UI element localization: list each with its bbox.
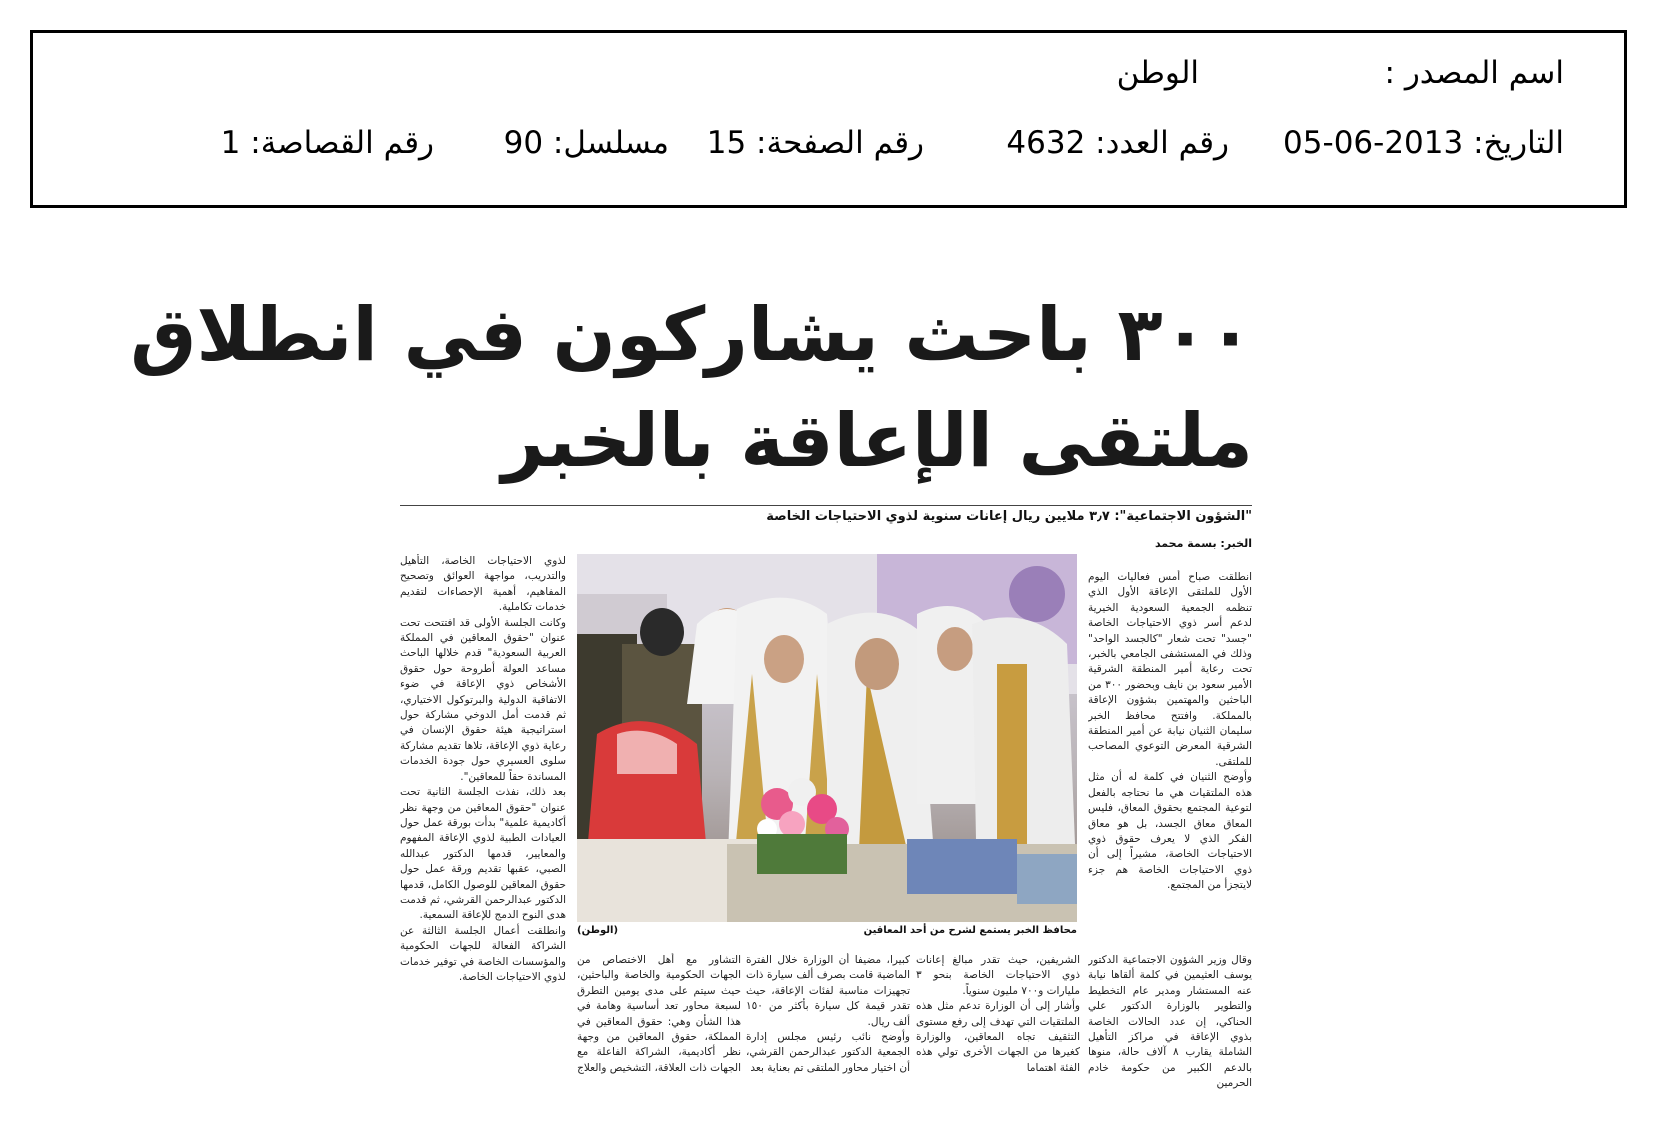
headline-divider bbox=[400, 505, 1252, 506]
photo-credit: (الوطن) bbox=[577, 925, 619, 936]
serial-field: مسلسل: 90 bbox=[503, 125, 669, 161]
article-column-3: كبيرا، مضيفا أن الوزارة خلال الفترة الماضية قامت بصرف ألف سيارة ذات تجهيزات مناسبة لفئات الإعاقة، حيث تقدر قيمة كل سيارة بأكثر من ١٥٠ ألف ريال. وأوضح نائب رئيس مجلس إدارة الجمعية الدكتور عبدالرحمن القرشي، أن اختيار محاور الملتقى تم بعناية بعد bbox=[746, 954, 910, 1074]
source-value: الوطن bbox=[1116, 55, 1199, 91]
page-number-field: رقم الصفحة: 15 bbox=[706, 125, 924, 161]
date-field: التاريخ: 2013-06-05 bbox=[1283, 125, 1564, 161]
source-label: اسم المصدر : bbox=[1384, 55, 1564, 91]
photo-caption: محافظ الخبر يستمع لشرح من أحد المعاقين bbox=[863, 925, 1077, 936]
headline-line-1: ٣٠٠ باحث يشاركون في انطلاق bbox=[130, 292, 1253, 378]
article-column-1-bottom: وقال وزير الشؤون الاجتماعية الدكتور يوسف العثيمين في كلمة ألقاها نيابة عنه المستشار ومدير عام التخطيط والتطوير بالوزارة الدكتور علي الحناكي، إن عدد الحالات الخاصة بذوي الإعاقة في مراكز التأهيل الشاملة يقارب ٨ آلاف حالة، منوها بالدعم الكبير من حكومة خادم الحرمين bbox=[1088, 954, 1252, 1090]
issue-number-field: رقم العدد: 4632 bbox=[1006, 125, 1229, 161]
source-info-box bbox=[30, 30, 1627, 208]
headline-line-2: ملتقى الإعاقة بالخبر bbox=[501, 398, 1253, 484]
article-column-1-top: انطلقت صباح أمس فعاليات اليوم الأول للملتقى الإعاقة الأول الذي تنظمه الجمعية السعودية الخيرية لدعم أسر ذوي الاحتياجات الخاصة "جسد" تحت شعار "كالجسد الواحد" وذلك في المستشفى الجامعي بالخبر، تحت رعاية أمير المنطقة الشرقية الأمير سعود بن نايف وبحضور ٣٠٠ من الباحثين والمهتمين بشؤون الإعاقة بالمملكة. وافتتح محافظ الخبر سليمان الثنيان نيابة عن أمير المنطقة الشرقية المعرض التوعوي المصاحب للملتقى. وأوضح الثنيان في كلمة له أن مثل هذه الملتقيات هي ما نحتاجه بالفعل لتوعية المجتمع بحقوق المعاق، فليس المعاق معاق الجسد، بل هو معاق الفكر الذي لا يعرف حقوق ذوي الاحتياجات الخاصة، مشيراً إلى أن ذوي الاحتياجات الخاصة هم جزء لايتجزأ من المجتمع. bbox=[1088, 571, 1252, 892]
article-column-5: لذوي الاحتياجات الخاصة، التأهيل والتدريب، مواجهة العوائق وتصحيح المفاهيم، أهمية الإحصاءات لتقديم خدمات تكاملية. وكانت الجلسة الأولى قد افتتحت تحت عنوان "حقوق المعاقين في المملكة العربية السعودية" قدم خلالها الباحث مساعد العولة أطروحة حول حقوق الأشخاص ذوي الإعاقة في ضوء الاتفاقية الدولية والبرتوكول الاختياري، ثم قدمت أمل الدوخي مشاركة حول استراتيجية هيئة حقوق الإنسان في رعاية ذوي الإعاقة، تلاها تقديم مشاركة سلوى العسيري حول جودة الخدمات المساندة حقاً للمعاقين". بعد ذلك، نفذت الجلسة الثانية تحت عنوان "حقوق المعاقين من وجهة نظر أكاديمية علمية" بدأت بورقة عمل حول العيادات الطبية لذوي الإعاقة المفهوم والمعايير، قدمها الدكتور عبدالله الصبي، عقبها تقديم ورقة عمل حول حقوق المعاقين للوصول الكامل، قدمها الدكتور عبدالرحمن القرشي، ثم قدمت هدى النوح الدمج للإعاقة السمعية. وانطلقت أعمال الجلسة الثالثة عن الشراكة الفعالة للجهات الحكومية والمؤسسات الخاصة في توفير خدمات لذوي الاحتياجات الخاصة. bbox=[400, 555, 566, 983]
news-photo-illustration bbox=[577, 554, 1077, 922]
subheadline: "الشؤون الاجتماعية": ٣٫٧ ملايين ريال إعانات سنوية لذوي الاحتياجات الخاصة bbox=[766, 509, 1252, 524]
article-column-4: التشاور مع أهل الاختصاص من الجهات الحكومية والخاصة والباحثين، حيث سيتم على مدى يومين التطرق لسبعة محاور تعد أساسية وهامة في هذا الشأن وهي: حقوق المعاقين في المملكة، حقوق المعاقين من وجهة نظر أكاديمية، الشراكة الفاعلة مع الجهات ذات العلاقة، التشخيص والعلاج bbox=[577, 954, 741, 1074]
clip-number-field: رقم القصاصة: 1 bbox=[220, 125, 434, 161]
byline: الخبر: بسمة محمد bbox=[1154, 537, 1252, 550]
news-photo bbox=[577, 554, 1077, 922]
article-column-2: الشريفين، حيث تقدر مبالغ إعانات ذوي الاحتياجات الخاصة بنحو ٣ مليارات و٧٠٠ مليون سنوياً. وأشار إلى أن الوزارة تدعم مثل هذه الملتقيات التي تهدف إلى رفع مستوى التثقيف تجاه المعاقين، والوزارة كغيرها من الجهات الأخرى تولي هذه الفئة اهتماما bbox=[916, 954, 1080, 1074]
